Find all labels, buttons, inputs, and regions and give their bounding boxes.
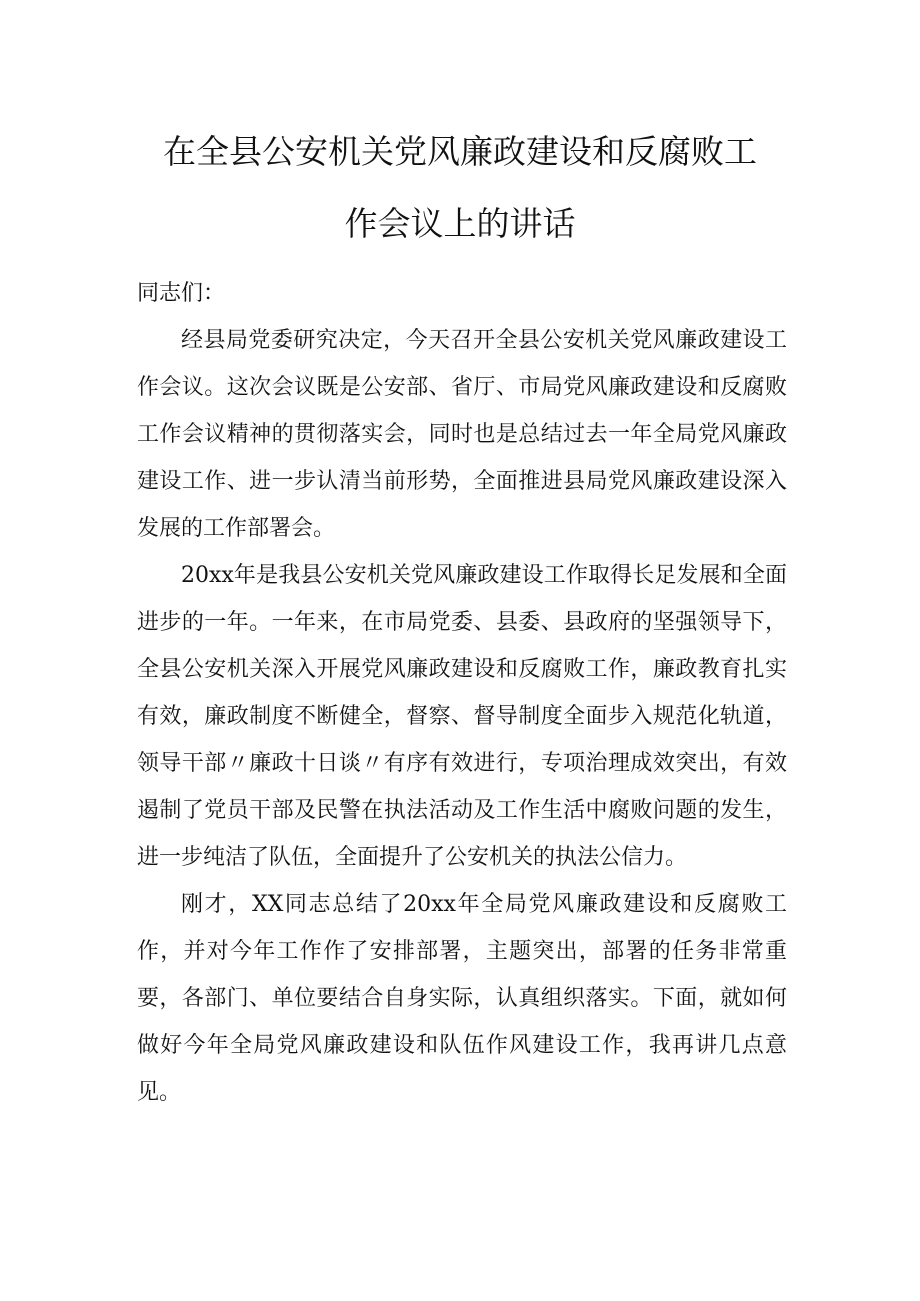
paragraph-1: 经县局党委研究决定，今天召开全县公安机关党风廉政建设工作会议。这次会议既是公安部、省厅、市局党风廉政建设和反腐败工作会议精神的贯彻落实会，同时也是总结过去一年全局党风廉政建设工作、进一步认清当前形势，全面推进县局党风廉政建设深入发展的工作部署会。 [137, 328, 787, 541]
paragraph-3: 刚才，XX同志总结了20xx年全局党风廉政建设和反腐败工作，并对今年工作作了安排部署，主题突出，部署的任务非常重要，各部门、单位要结合自身实际，认真组织落实。下面，就如何做好今年全局党风廉政建设和队伍作风建设工作，我再讲几点意见。 [137, 892, 787, 1105]
document-title-line-2: 作会议上的讲话 [344, 204, 576, 243]
document-body [137, 270, 787, 1116]
document-title-line-1: 在全县公安机关党风廉政建设和反腐败工 [163, 132, 757, 171]
paragraph-2: 20xx年是我县公安机关党风廉政建设工作取得长足发展和全面进步的一年。一年来，在市局党委、县委、县政府的坚强领导下，全县公安机关深入开展党风廉政建设和反腐败工作，廉政教育扎实有效，廉政制度不断健全，督察、督导制度全面步入规范化轨道，领导干部〃廉政十日谈〃有序有效进行，专项治理成效突出，有效遏制了党员干部及民警在执法活动及工作生活中腐败问题的发生，进一步纯洁了队伍，全面提升了公安机关的执法公信力。 [137, 563, 787, 870]
salutation: 同志们： [137, 281, 226, 306]
